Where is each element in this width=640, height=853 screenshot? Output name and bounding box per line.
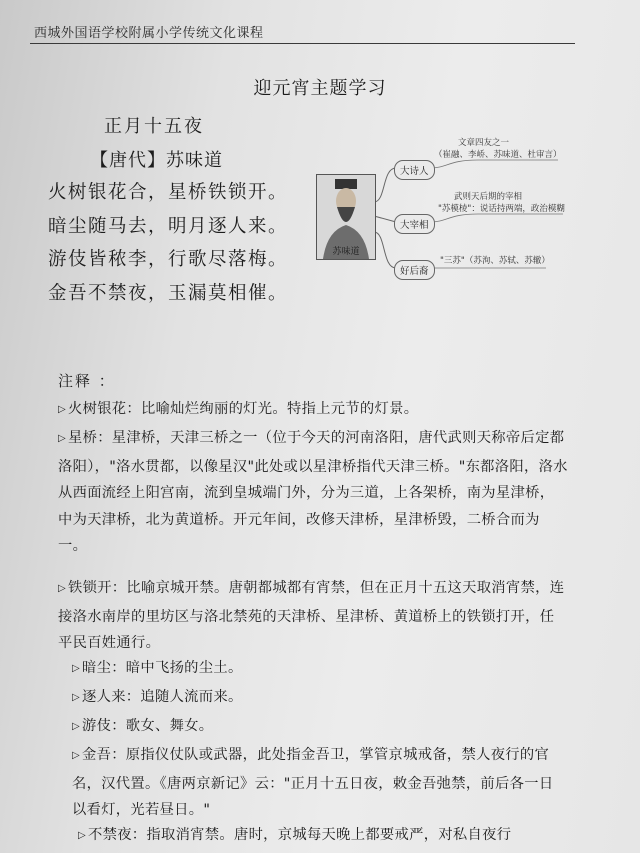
note-item: ▷ 铁锁开：比喻京城开禁。唐朝都城都有宵禁，但在正月十五这天取消宵禁，连接洛水南岸的里坊区与洛北禁苑的天津桥、星津桥、黄道桥上的铁锁打开，任平民百姓通行。 bbox=[58, 580, 565, 651]
notes-label: 注释 ： bbox=[58, 372, 116, 390]
triangle-bullet-icon: ▷ bbox=[78, 830, 86, 841]
note-item: ▷ 暗尘：暗中飞扬的尘土。 bbox=[72, 660, 243, 676]
mindmap-node-text: 武则天后期的宰相 bbox=[454, 192, 523, 202]
poem-line: 火树银花合，星桥铁锁开。 bbox=[48, 182, 289, 203]
note-item: ▷ 逐人来：追随人流而来。 bbox=[72, 689, 243, 705]
mindmap-node-descendants: 好后裔 bbox=[394, 260, 435, 280]
triangle-bullet-icon: ▷ bbox=[58, 583, 66, 594]
course-header: 西城外国语学校附属小学传统文化课程 bbox=[34, 26, 264, 41]
triangle-bullet-icon: ▷ bbox=[72, 692, 80, 703]
poem-author: 【唐代】苏味道 bbox=[90, 150, 223, 171]
triangle-bullet-icon: ▷ bbox=[58, 433, 66, 444]
note-item: ▷ 火树银花：比喻灿烂绚丽的灯光。特指上元节的灯景。 bbox=[58, 401, 419, 417]
author-mindmap bbox=[308, 132, 570, 282]
note-item: ▷ 金吾：原指仪仗队或武器，此处指金吾卫，掌管京城戒备，禁人夜行的官名，汉代置。《唐两京新记》云："正月十五日夜，敕金吾弛禁，前后各一日以看灯，光若昼日。" bbox=[72, 747, 554, 818]
triangle-bullet-icon: ▷ bbox=[72, 721, 80, 732]
note-item: ▷ 星桥：星津桥，天津三桥之一（位于今天的河南洛阳，唐代武则天称帝后定都洛阳），"洛水贯都，以像星汉"此处或以星津桥指代天津三桥。"东都洛阳，洛水从西面流经上阳宫南，流到皇城端门外，分为三道，上各架桥，南为星津桥，中为天津桥，北为黄道桥。开元年间，改修天津桥，星津桥毁，二桥合而为一。 bbox=[58, 430, 568, 554]
mindmap-node-text: "三苏"（苏洵、苏轼、苏辙） bbox=[440, 256, 550, 266]
triangle-bullet-icon: ▷ bbox=[72, 663, 80, 674]
poem-line: 金吾不禁夜，玉漏莫相催。 bbox=[48, 283, 289, 304]
page-title: 迎元宵主题学习 bbox=[253, 78, 387, 99]
mindmap-center-label: 苏味道 bbox=[332, 247, 360, 257]
mindmap-node-text: "苏模棱"：说话持两端，政治模糊 bbox=[438, 204, 565, 214]
note-item: ▷ 游伎：歌女、舞女。 bbox=[72, 718, 214, 734]
header-rule bbox=[30, 43, 575, 44]
poem-line: 暗尘随马去，明月逐人来。 bbox=[48, 216, 289, 237]
triangle-bullet-icon: ▷ bbox=[72, 750, 80, 761]
author-portrait bbox=[316, 174, 376, 260]
poem-title: 正月十五夜 bbox=[104, 116, 204, 137]
triangle-bullet-icon: ▷ bbox=[58, 404, 66, 415]
mindmap-node-minister: 大宰相 bbox=[394, 214, 435, 234]
mindmap-node-text: 文章四友之一 bbox=[458, 138, 510, 148]
poem-line: 游伎皆秾李，行歌尽落梅。 bbox=[48, 249, 289, 270]
mindmap-node-poet: 大诗人 bbox=[394, 160, 435, 180]
mindmap-node-text: （崔融、李峤、苏味道、杜审言） bbox=[434, 150, 562, 160]
note-item: ▷ 不禁夜：指取消宵禁。唐时，京城每天晚上都要戒严，对私自夜行 bbox=[78, 827, 512, 843]
